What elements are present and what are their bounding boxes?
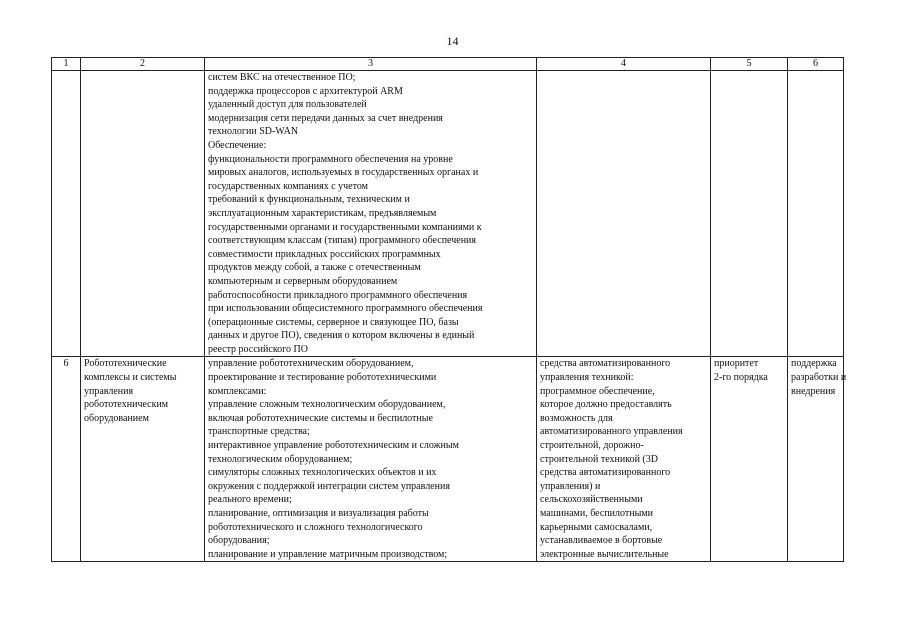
text-line: Обеспечение:: [208, 139, 267, 151]
requirements-cell: [537, 71, 711, 357]
text-line: которое должно предоставлять: [540, 399, 672, 411]
header-row: [52, 58, 844, 71]
text-line: автоматизированного управления: [540, 426, 683, 438]
column-header: 5: [711, 58, 788, 71]
text-line: удаленный доступ для пользователей: [208, 99, 367, 111]
text-line: модернизация сети передачи данных за счет внедрения: [208, 112, 443, 124]
text-line: комплексами:: [208, 385, 267, 397]
page-number: 14: [446, 34, 459, 48]
text-line: оборудованием: [84, 412, 149, 424]
text-line: робототехническим: [84, 399, 169, 411]
text-line: компьютерным и серверным оборудованием: [208, 275, 398, 287]
text-line: управления техникой:: [540, 372, 634, 384]
text-line: совместимости прикладных российских программных: [208, 248, 441, 260]
text-line: внедрения: [791, 385, 836, 397]
text-line: систем ВКС на отечественное ПО;: [208, 72, 356, 83]
text-line: (операционные системы, серверное и связующее ПО, базы: [208, 316, 459, 328]
direction-cell: [81, 71, 205, 357]
row-number-cell: [52, 71, 81, 357]
text-line: программное обеспечение,: [540, 385, 655, 397]
text-line: карьерными самосвалами,: [540, 521, 653, 533]
text-line: управление робототехническим оборудованием,: [208, 358, 414, 370]
text-line: планирование и управление матричным производством;: [208, 548, 448, 560]
text-line: симуляторы сложных технологических объектов и их: [208, 467, 437, 479]
text-line: сельскохозяйственными: [540, 494, 643, 506]
direction-cell: [81, 357, 205, 562]
text-line: при использовании общесистемного программного обеспечения: [208, 303, 483, 315]
text-line: государственных компаниях с учетом: [208, 180, 368, 192]
table-row-continued: [52, 71, 844, 357]
text-line: технологии SD-WAN: [208, 126, 299, 138]
text-line: разработки и: [791, 372, 847, 384]
text-line: управления: [84, 385, 134, 397]
text-line: технологическим оборудованием;: [208, 453, 353, 465]
text-line: включая робототехнические системы и беспилотные: [208, 412, 433, 424]
text-line: строительной техникой (3D: [540, 453, 658, 465]
text-line: электронные вычислительные: [540, 548, 669, 560]
text-line: 2-го порядка: [714, 372, 768, 384]
support-cell: [788, 357, 847, 562]
text-line: работоспособности прикладного программного обеспечения: [208, 289, 468, 301]
text-line: робототехнического и сложного технологического: [208, 521, 423, 533]
text-line: машинами, беспилотными: [540, 508, 653, 519]
text-line: интерактивное управление робототехническим и сложным: [208, 440, 459, 452]
priority-cell: [711, 357, 788, 562]
column-header: 2: [81, 58, 205, 71]
text-line: функциональности программного обеспечения на уровне: [208, 153, 453, 165]
text-line: планирование, оптимизация и визуализация работы: [208, 508, 429, 519]
text-line: оборудования;: [208, 535, 270, 547]
text-line: поддержка: [791, 358, 837, 370]
text-line: мировых аналогов, используемых в государственных органах и: [208, 167, 479, 179]
text-line: реестр российского ПО: [208, 343, 308, 355]
description-cell: [205, 71, 537, 357]
support-cell: [788, 71, 844, 357]
text-line: поддержка процессоров с архитектурой ARM: [208, 85, 403, 97]
text-line: государственными органами и государственными компаниями к: [208, 221, 482, 233]
priority-cell: [711, 71, 788, 357]
document-table: [51, 57, 847, 562]
column-header: 4: [537, 58, 711, 71]
text-line: средства автоматизированного: [540, 467, 671, 479]
text-line: строительной, дорожно-: [540, 440, 644, 452]
column-header: 6: [788, 58, 844, 71]
text-line: эксплуатационным характеристикам, предъявляемым: [208, 207, 437, 219]
text-line: средства автоматизированного: [540, 358, 671, 370]
column-header: 3: [205, 58, 537, 71]
row-number-cell: 6: [52, 357, 81, 562]
text-line: Робототехнические: [84, 358, 167, 370]
text-line: транспортные средства;: [208, 426, 310, 438]
text-line: данных и другое ПО), сведения о котором включены в единый: [208, 330, 475, 342]
requirements-cell: [537, 357, 711, 562]
text-line: управление сложным технологическим оборудованием,: [208, 399, 446, 411]
text-line: устанавливаемое в бортовые: [540, 535, 663, 547]
text-line: возможность для: [540, 412, 613, 424]
text-line: приоритет: [714, 358, 759, 370]
text-line: требований к функциональным, техническим и: [208, 194, 410, 206]
text-line: продуктов между собой, а также с отечественным: [208, 262, 421, 274]
text-line: управления) и: [540, 480, 601, 492]
table-row-6: [52, 357, 844, 562]
text-line: окружения с поддержкой интеграции систем управления: [208, 480, 450, 492]
text-line: соответствующим классам (типам) программного обеспечения: [208, 235, 477, 247]
text-line: комплексы и системы: [84, 372, 177, 384]
text-line: проектирование и тестирование робототехническими: [208, 372, 437, 384]
description-cell: [205, 357, 537, 562]
column-header: 1: [52, 58, 81, 71]
text-line: реального времени;: [208, 494, 292, 506]
